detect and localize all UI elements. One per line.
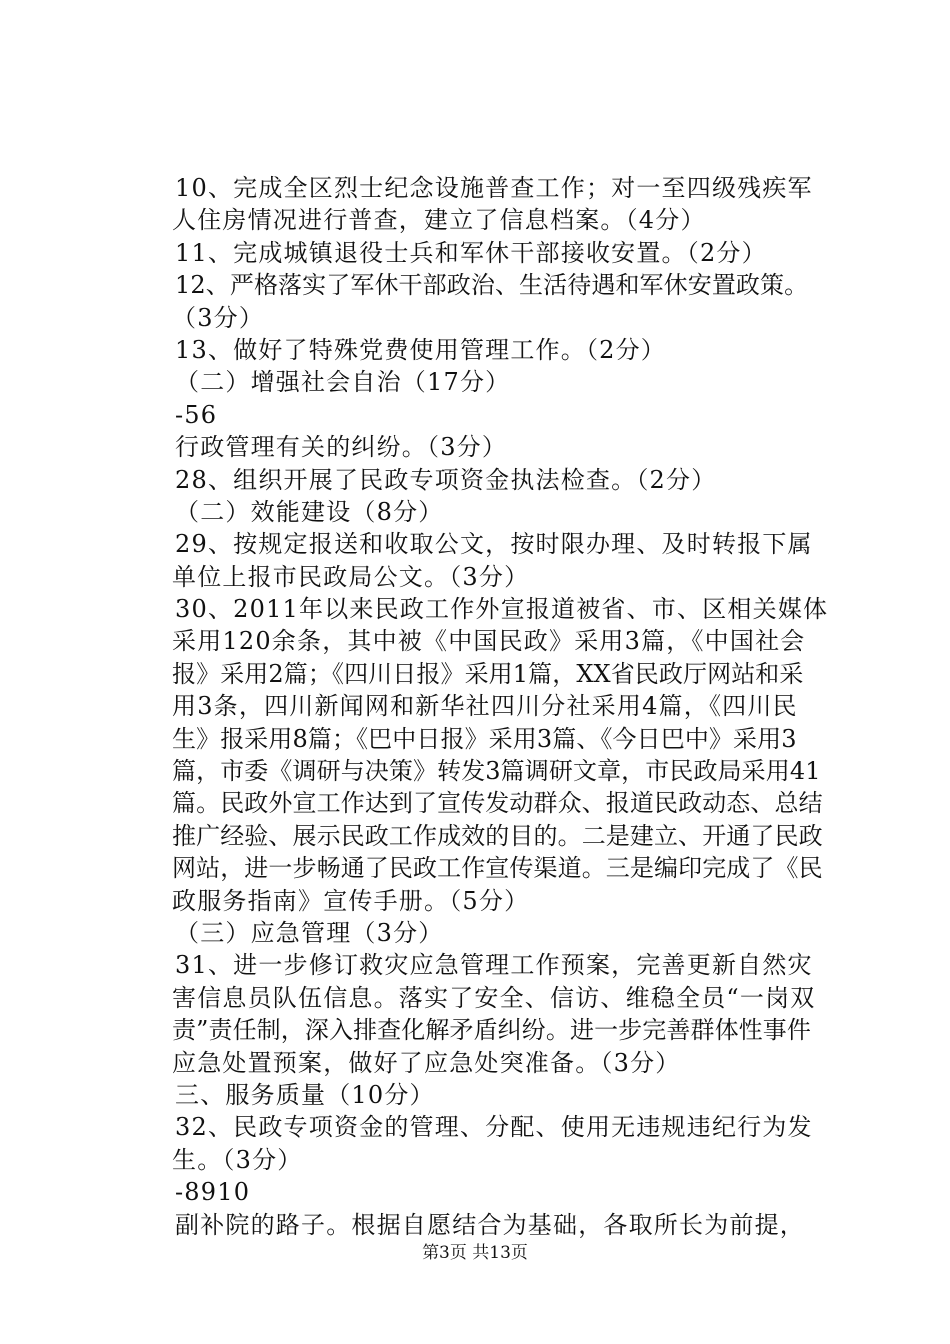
text-line: 32、民政专项资金的管理、分配、使用无违规违纪行为发 — [175, 1113, 813, 1142]
text-line: 网站，进一步畅通了民政工作宣传渠道。三是编印完成了《民 — [172, 854, 823, 883]
text-line: 13、做好了特殊党费使用管理工作。（2分） — [175, 335, 667, 364]
text-line: 推广经验、展示民政工作成效的目的。二是建立、开通了民政 — [172, 821, 823, 850]
text-line: 12、严格落实了军休干部政治、生活待遇和军休安置政策。 — [175, 271, 809, 300]
section-heading: （三）应急管理（3分） — [175, 918, 444, 947]
text-line: 生。（3分） — [172, 1145, 303, 1174]
text-line: 用3条，四川新闻网和新华社四川分社采用4篇，《四川民 — [172, 692, 798, 721]
document-body — [173, 172, 833, 1241]
section-heading: （二）效能建设（8分） — [175, 497, 444, 526]
section-heading: 三、服务质量（10分） — [175, 1080, 435, 1109]
text-line: 采用120余条，其中被《中国民政》采用3篇，《中国社会 — [172, 627, 806, 656]
text-line: 10、完成全区烈士纪念设施普查工作；对一至四级残疾军 — [175, 174, 813, 202]
page-footer — [0, 1242, 950, 1264]
text-line: 生》报采用8篇；《巴中日报》采用3篇、《今日巴中》采用3 — [172, 724, 797, 753]
text-line: （3分） — [172, 303, 265, 332]
text-line: 行政管理有关的纠纷。（3分） — [175, 433, 508, 462]
page-number-label: 第3页 共13页 — [422, 1243, 528, 1263]
text-line: 责”责任制，深入排查化解矛盾纠纷。进一步完善群体性事件 — [172, 1016, 811, 1045]
text-line: 31、进一步修订救灾应急管理工作预案，完善更新自然灾 — [175, 951, 813, 980]
text-line: 篇。民政外宣工作达到了宣传发动群众、报道民政动态、总结 — [172, 789, 823, 818]
text-line: 政服务指南》宣传手册。（5分） — [172, 886, 530, 915]
text-line: 副补院的路子。根据自愿结合为基础，各取所长为前提， — [175, 1210, 805, 1239]
page-marker: -8910 — [175, 1178, 251, 1207]
text-line: 篇，市委《调研与决策》转发3篇调研文章，市民政局采用41 — [172, 757, 821, 786]
text-line: 人住房情况进行普查，建立了信息档案。（4分） — [172, 206, 706, 235]
text-line: 30、2011年以来民政工作外宣报道被省、市、区相关媒体 — [175, 595, 829, 624]
text-line: 报》采用2篇；《四川日报》采用1篇，XX省民政厅网站和采 — [172, 659, 804, 688]
text-line: 害信息员队伍信息。落实了安全、信访、维稳全员“一岗双 — [172, 983, 816, 1012]
section-heading: （二）增强社会自治（17分） — [175, 368, 511, 397]
text-line: 单位上报市民政局公文。（3分） — [172, 562, 530, 591]
page-marker: -56 — [175, 400, 218, 429]
text-line: 应急处置预案，做好了应急处突准备。（3分） — [172, 1048, 681, 1077]
text-line: 11、完成城镇退役士兵和军休干部接收安置。（2分） — [175, 238, 767, 267]
text-line: 28、组织开展了民政专项资金执法检查。（2分） — [175, 465, 717, 494]
text-line: 29、按规定报送和收取公文，按时限办理、及时转报下属 — [175, 530, 813, 559]
